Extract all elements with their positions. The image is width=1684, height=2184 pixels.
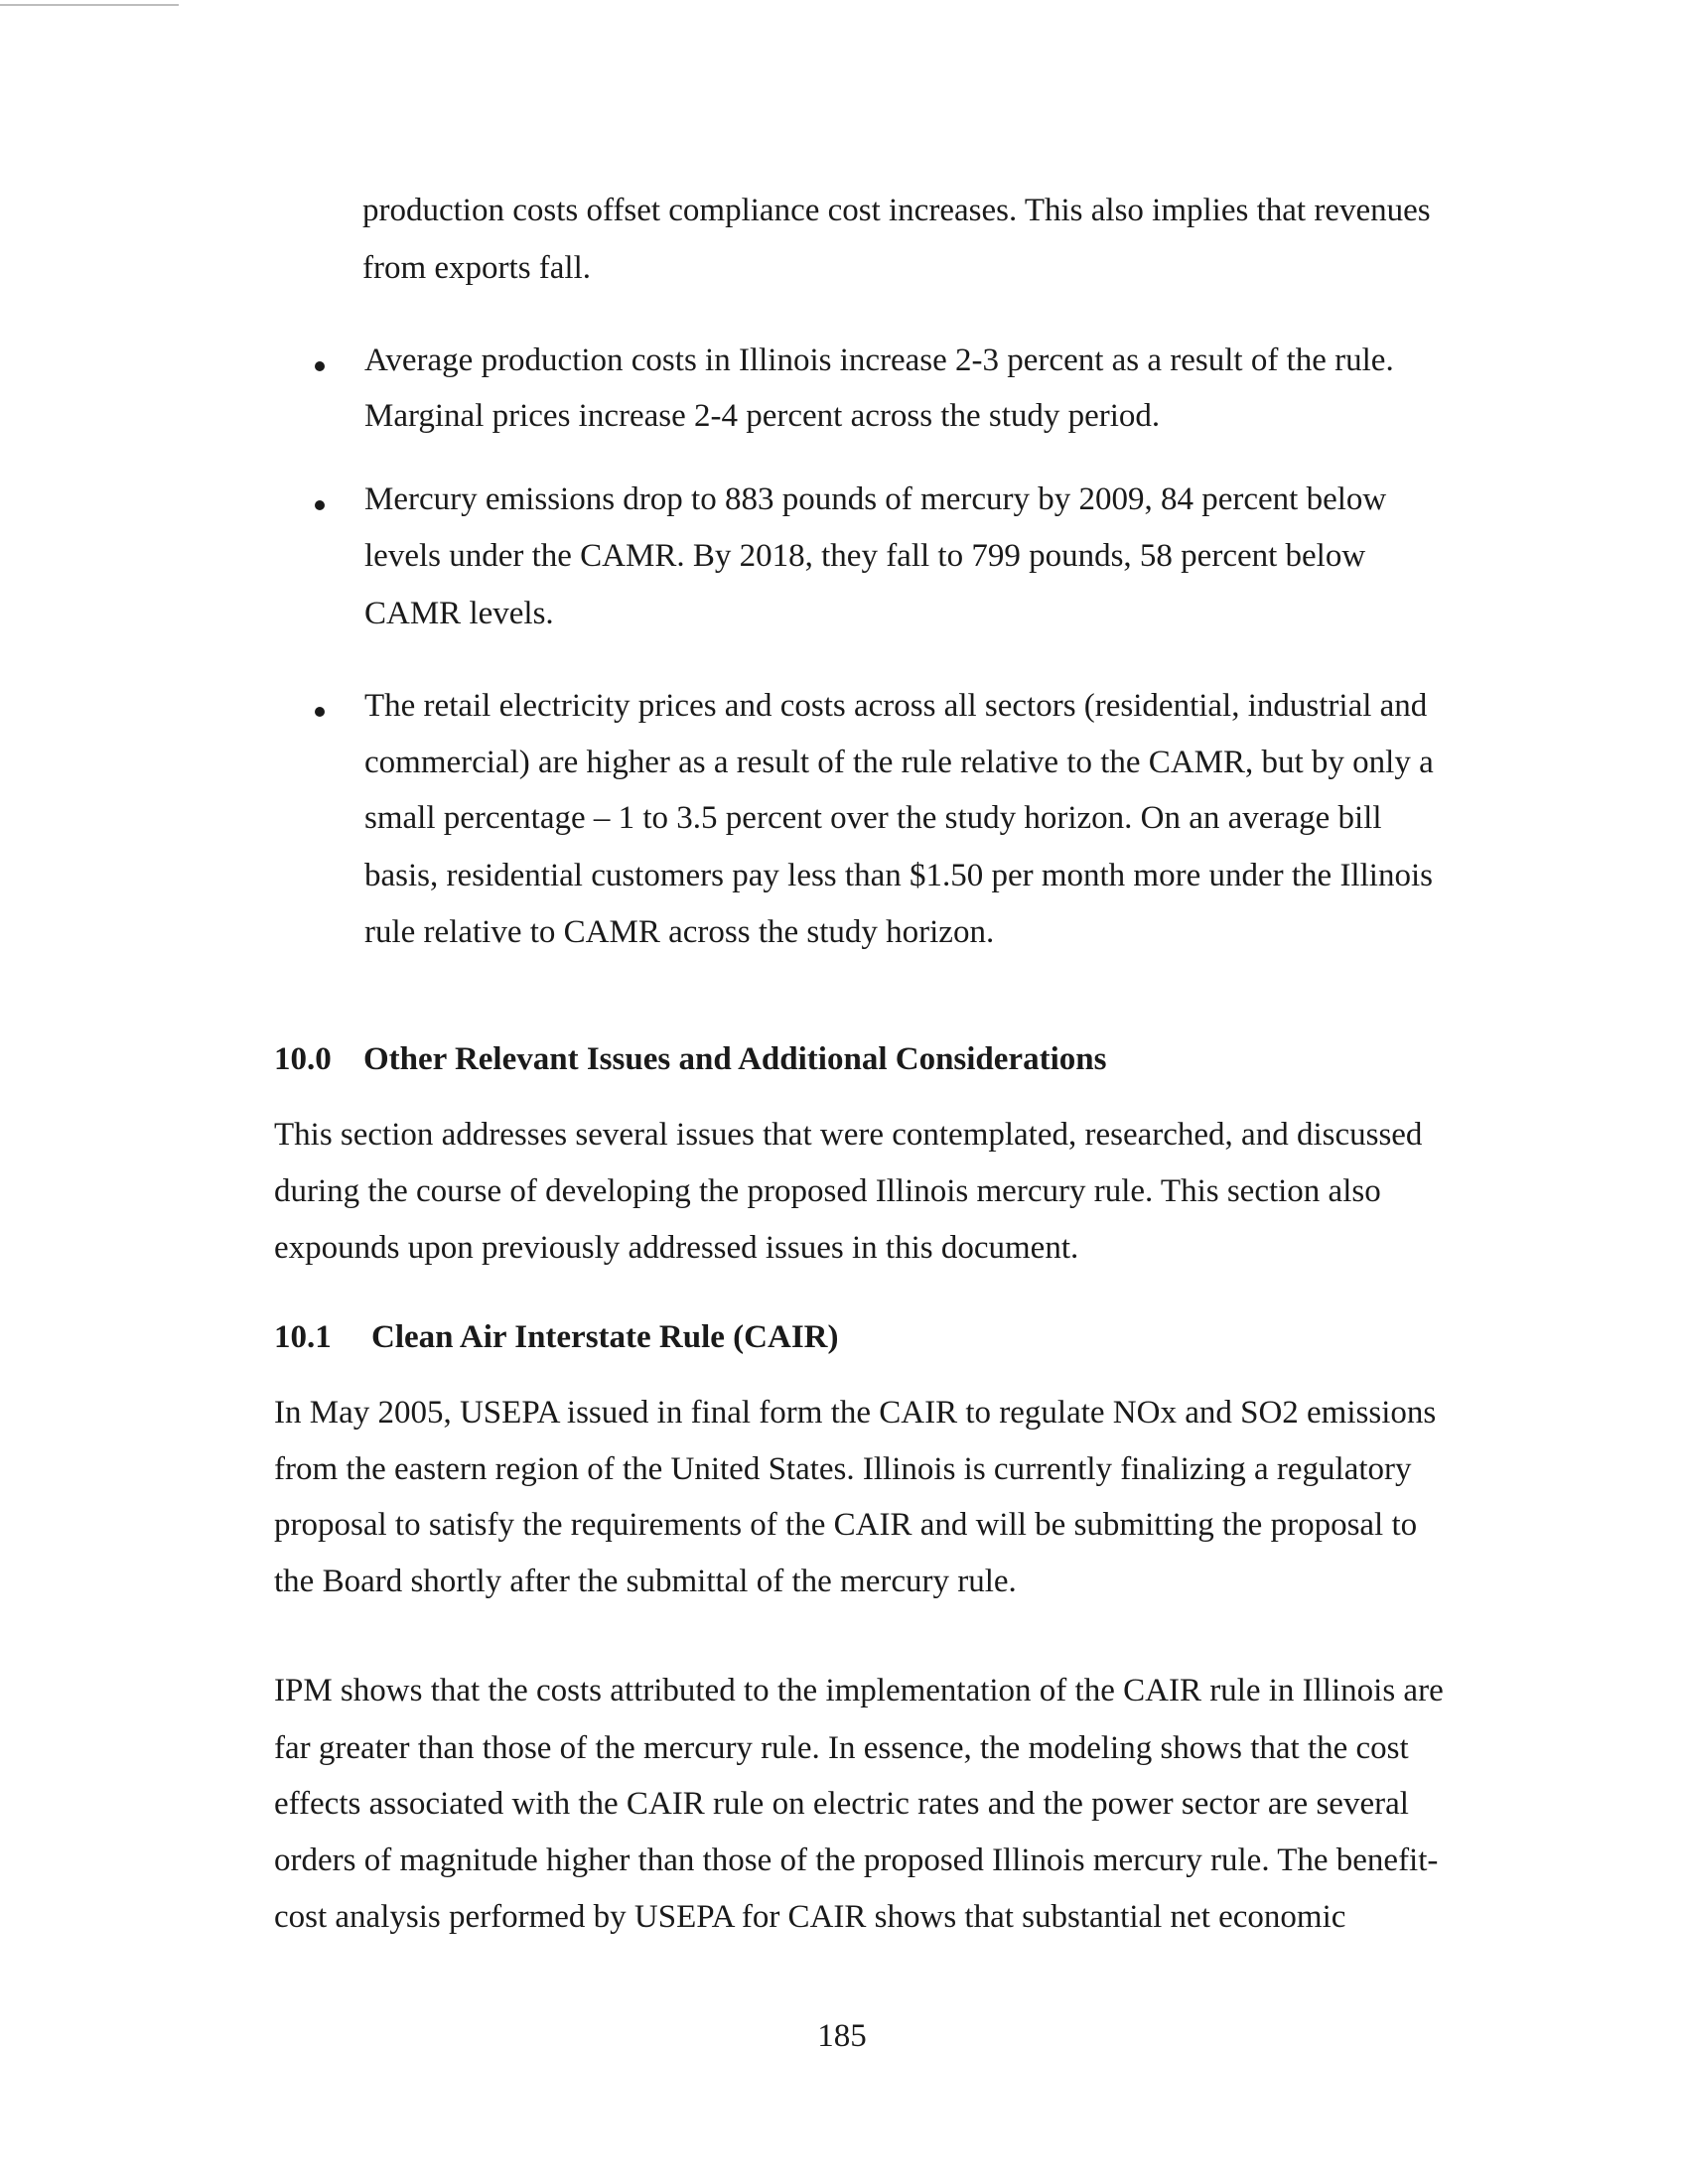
bullet-marker [315,707,325,717]
bullet-3-line-3: small percentage – 1 to 3.5 percent over the study horizon. On an average bill [364,800,1382,836]
section-10-1-p2-line-1: IPM shows that the costs attributed to the implementation of the CAIR rule in Illinois are [274,1673,1444,1708]
section-10-1-p1-line-2: from the eastern region of the United States. Illinois is currently finalizing a regulatory [274,1451,1412,1487]
section-number: 10.1 [274,1319,332,1355]
section-10-1-p2-line-3: effects associated with the CAIR rule on electric rates and the power sector are several [274,1786,1409,1822]
bullet-1-line-2: Marginal prices increase 2-4 percent across the study period. [364,398,1161,434]
section-10-0-line-2: during the course of developing the proposed Illinois mercury rule. This section also [274,1173,1381,1209]
section-10-1-p1-line-4: the Board shortly after the submittal of the mercury rule. [274,1564,1017,1599]
section-10-1-p1-line-3: proposal to satisfy the requirements of the CAIR and will be submitting the proposal to [274,1507,1418,1543]
section-number: 10.0 [274,1041,332,1077]
section-10-1-p2-line-5: cost analysis performed by USEPA for CAIR shows that substantial net economic [274,1899,1346,1935]
section-10-1-p1-line-1: In May 2005, USEPA issued in final form the CAIR to regulate NOx and SO2 emissions [274,1395,1437,1431]
bullet-1-line-1: Average production costs in Illinois increase 2-3 percent as a result of the rule. [364,342,1394,378]
scan-artifact-line [0,4,184,6]
section-10-0-line-3: expounds upon previously addressed issues in this document. [274,1230,1079,1266]
page-number: 185 [817,2018,867,2054]
bullet-3-line-1: The retail electricity prices and costs across all sectors (residential, industrial and [364,688,1428,724]
bullet-3-line-5: rule relative to CAMR across the study horizon. [364,914,995,950]
section-title: Other Relevant Issues and Additional Considerations [363,1041,1107,1077]
intro-line-1: production costs offset compliance cost increases. This also implies that revenues [362,193,1431,228]
section-10-1-p2-line-2: far greater than those of the mercury rule. In essence, the modeling shows that the cost [274,1730,1409,1766]
bullet-3-line-4: basis, residential customers pay less than $1.50 per month more under the Illinois [364,858,1433,893]
section-heading-10-1 [274,1317,839,1357]
section-10-0-line-1: This section addresses several issues that were contemplated, researched, and discussed [274,1117,1423,1153]
bullet-marker [315,361,325,371]
section-title: Clean Air Interstate Rule (CAIR) [371,1319,839,1355]
bullet-2-line-2: levels under the CAMR. By 2018, they fall to 799 pounds, 58 percent below [364,538,1366,574]
bullet-3-line-2: commercial) are higher as a result of the rule relative to the CAMR, but by only a [364,745,1434,780]
bullet-2-line-1: Mercury emissions drop to 883 pounds of mercury by 2009, 84 percent below [364,481,1387,517]
intro-line-2: from exports fall. [362,250,592,286]
section-heading-10-0 [274,1039,1106,1079]
bullet-2-line-3: CAMR levels. [364,596,554,631]
section-10-1-p2-line-4: orders of magnitude higher than those of the proposed Illinois mercury rule. The benefit- [274,1843,1439,1878]
bullet-marker [315,500,325,510]
